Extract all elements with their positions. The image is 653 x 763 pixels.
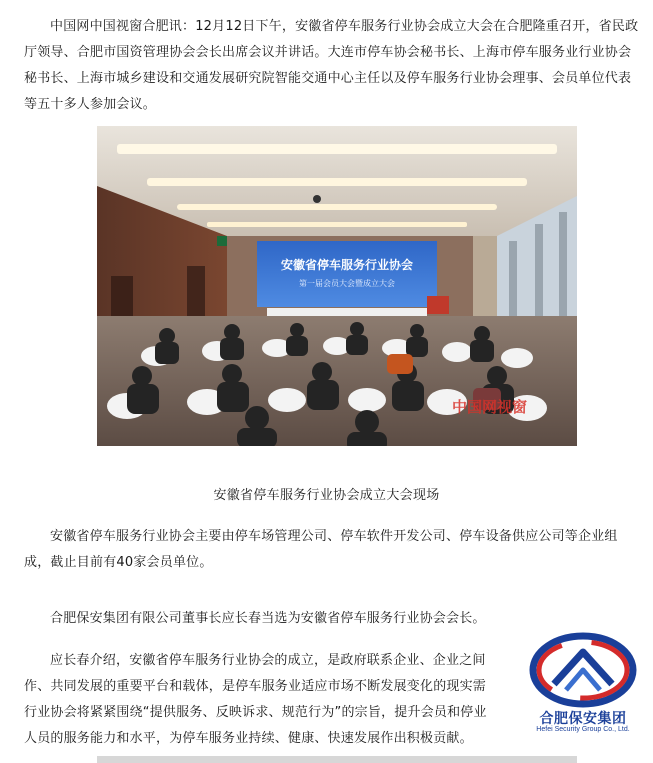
photo-caption: 安徽省停车服务行业协会成立大会现场 <box>213 488 440 503</box>
article-paragraph-2: 安徽省停车服务行业协会主要由停车场管理公司、停车软件开发公司、停车设备供应公司等企业组成，截止目前有40家会员单位。 <box>24 529 618 570</box>
banner-title: 安徽省停车服务行业协会 <box>280 258 414 272</box>
logo-emblem-icon <box>524 632 642 710</box>
banner-subtitle: 第一届会员大会暨成立大会 <box>299 279 395 288</box>
article-paragraph-4: 应长春介绍，安徽省停车服务行业协会的成立，是政府联系企业、企业之间作、共同发展的重要平台和载体，是停车服务业适应市场不断发展变化的现实需行业协会将紧紧围绕“提供服务、反映诉求、规范行为”的宗旨，提升会员和停业人员的服务能力和水平，为停车服务业持续、健康、快速发展作出积极贡献。 <box>24 653 487 746</box>
logo-name: 合肥保安集团 <box>539 711 627 727</box>
article-paragraph-3: 合肥保安集团有限公司董事长应长春当选为安徽省停车服务行业协会会长。 <box>50 611 486 626</box>
next-image-edge <box>97 756 577 763</box>
logo-english-name: Hefei Security Group Co., Ltd. <box>536 726 630 733</box>
photo-watermark: 中国网视窗 <box>452 398 528 416</box>
meeting-photo <box>97 126 577 446</box>
meeting-photo-illustration <box>97 126 577 446</box>
hefei-security-logo <box>524 632 642 738</box>
article-paragraph-1: 中国网中国视窗合肥讯：12月12日下午，安徽省停车服务行业协会成立大会在合肥隆重召开，省民政厅领导、合肥市国资管理协会会长出席会议并讲话。大连市停车协会秘书长、上海市停车服务业行业协会秘书长、上海市城乡建设和交通发展研究院智能交通中心主任以及停车服务行业协会理事、会员单位代表等五十多人参加会议。 <box>24 19 639 112</box>
